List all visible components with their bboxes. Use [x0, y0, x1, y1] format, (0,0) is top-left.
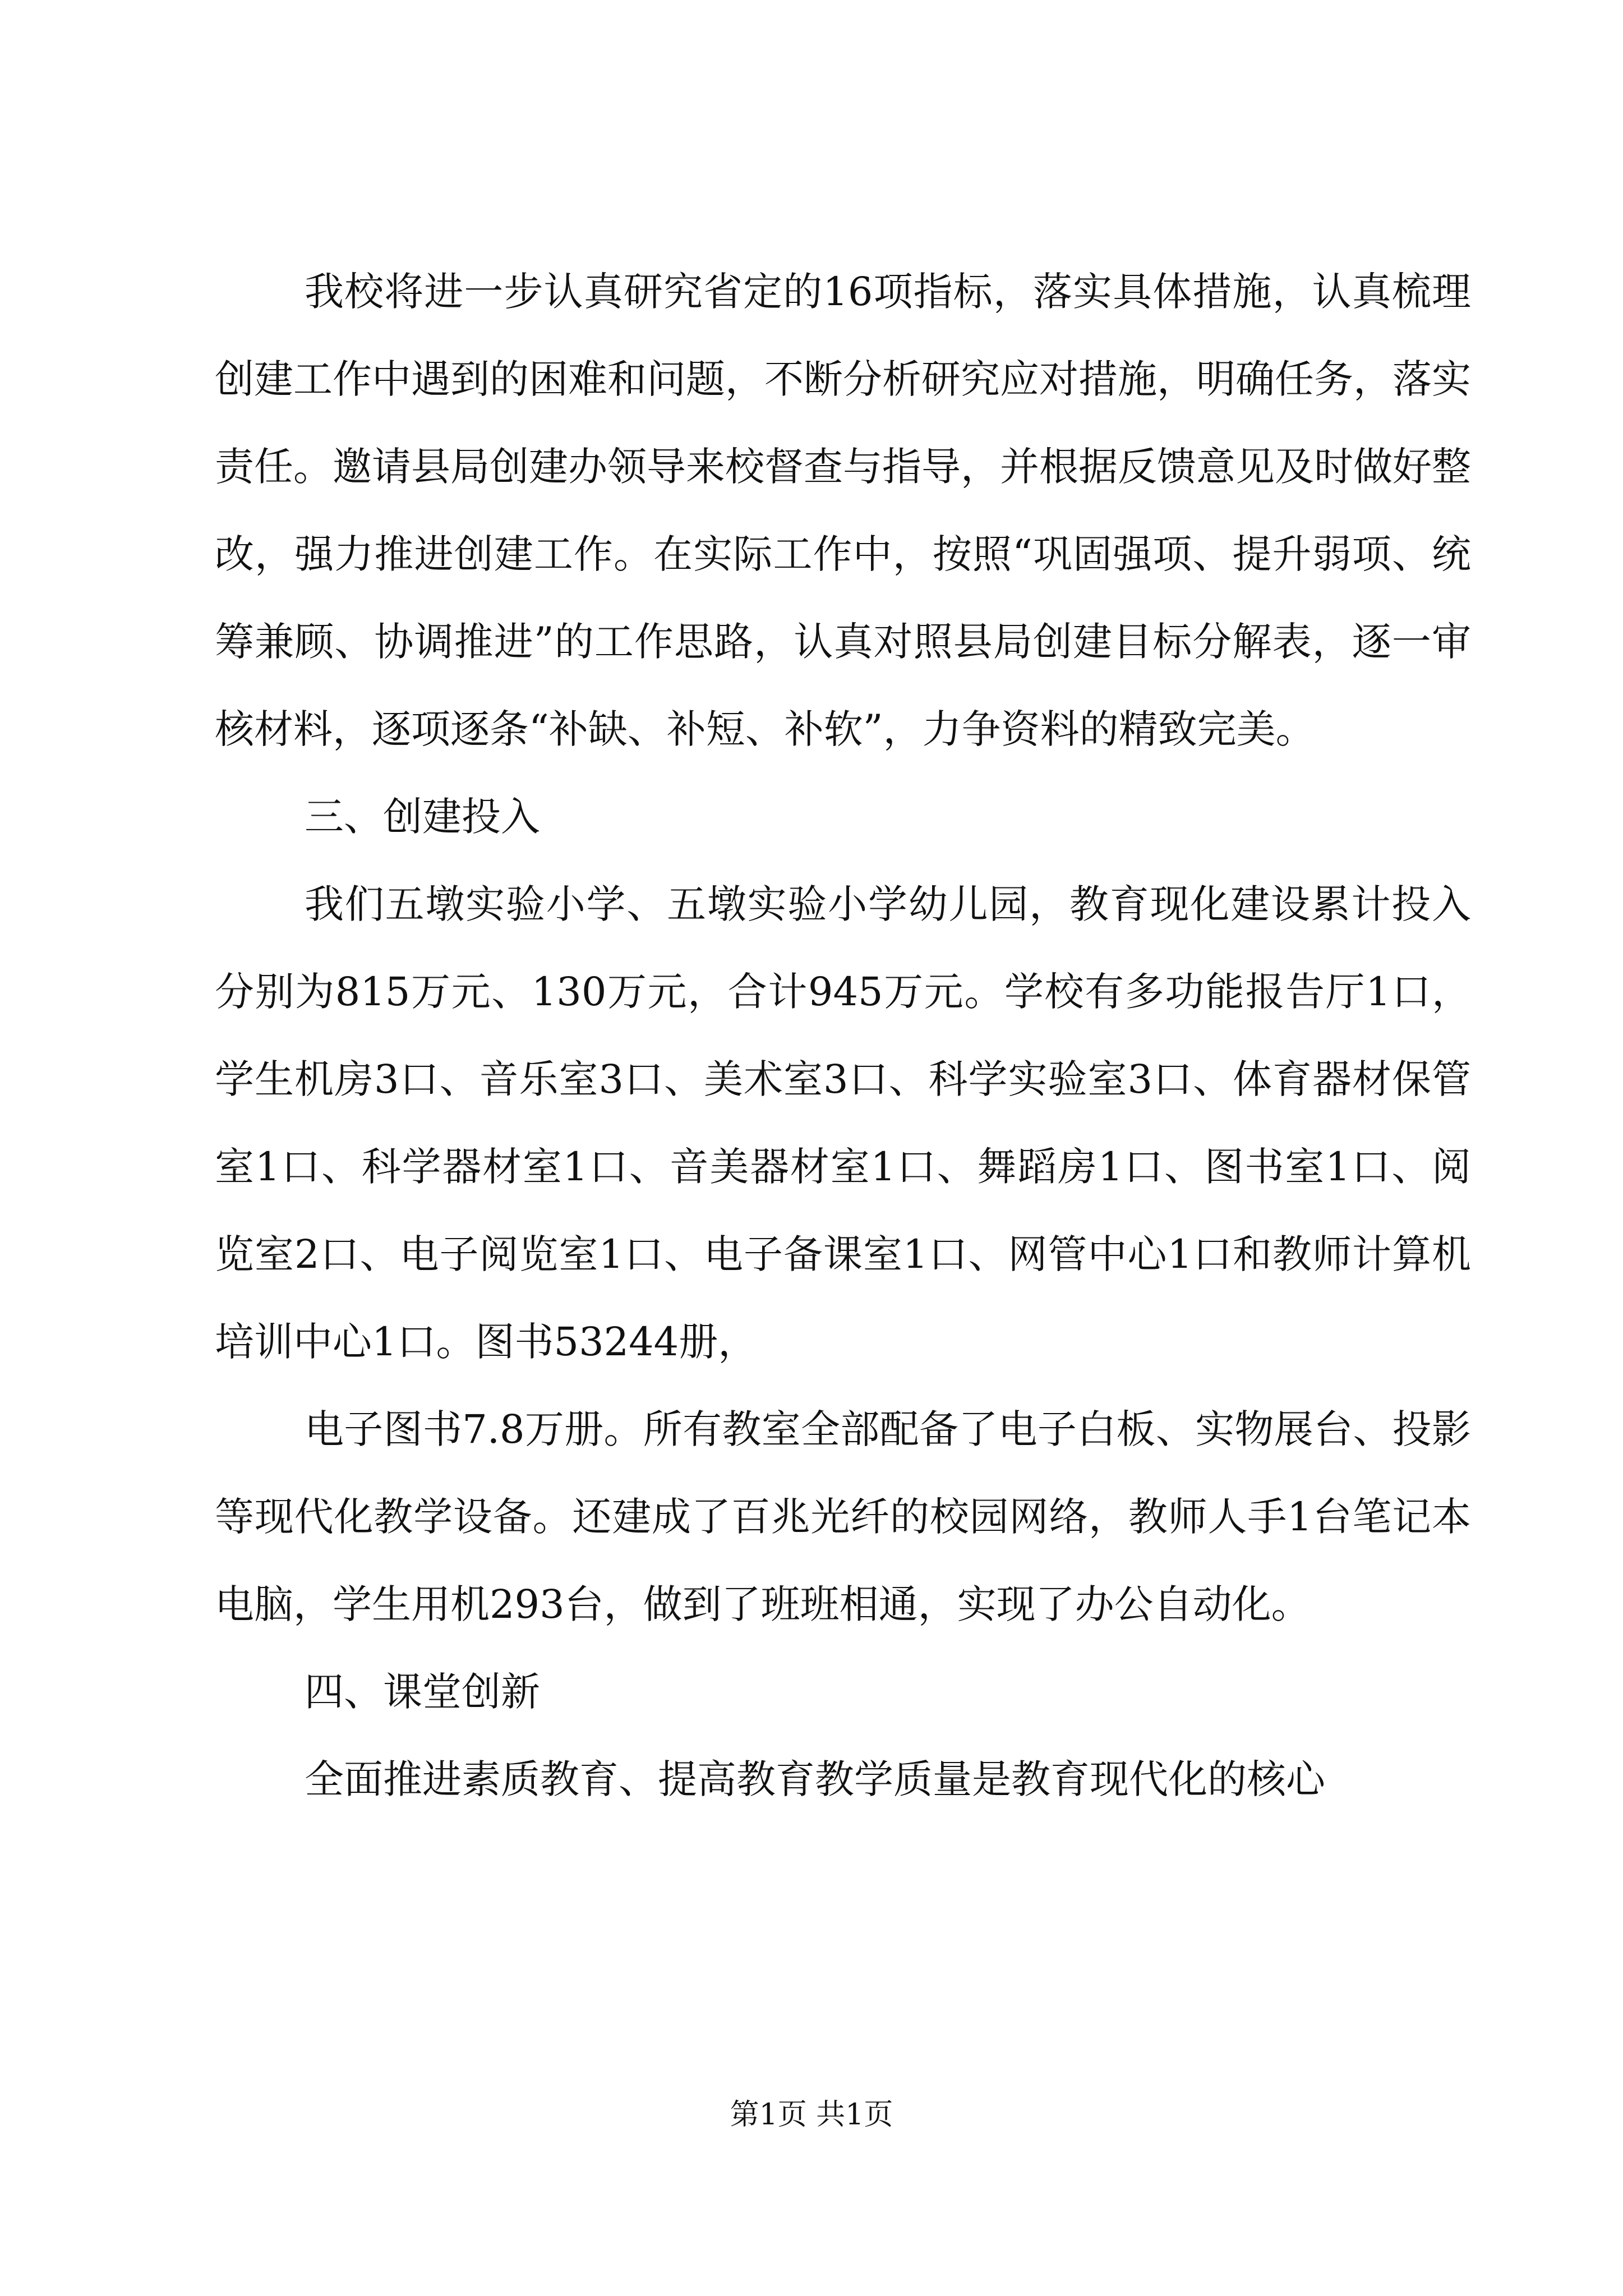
page-footer: 第1页 共1页: [730, 2098, 893, 2132]
section-heading-investment: 三、创建投入: [305, 794, 540, 840]
paragraph-equipment: 电子图书7.8万册。所有教室全部配备了电子白板、实物展台、投影等现代化教学设备。还建成了百兆光纤的校园网络，教师人手1台笔记本电脑，学生用机293台，做到了班班相通，实现了办公自动化。: [215, 1406, 1471, 1627]
paragraph-investment: 我们五墩实验小学、五墩实验小学幼儿园，教育现化建设累计投入分别为815万元、130万元，合计945万元。学校有多功能报告厅1口，学生机房3口、音乐室3口、美术室3口、科学实验室3口、体育器材保管室1口、科学器材室1口、音美器材室1口、舞蹈房1口、图书室1口、阅览室2口、电子阅览室1口、电子备课室1口、网管中心1口和教师计算机培训中心1口。图书53244册，: [215, 881, 1471, 1365]
paragraph-indicators: 我校将进一步认真研究省定的16项指标，落实具体措施，认真梳理创建工作中遇到的困难和问题，不断分析研究应对措施，明确任务，落实责任。邀请县局创建办领导来校督查与指导，并根据反馈意见及时做好整改，强力推进创建工作。在实际工作中，按照“巩固强项、提升弱项、统筹兼顾、协调推进”的工作思路，认真对照县局创建目标分解表，逐一审核材料，逐项逐条“补缺、补短、补软”，力争资料的精致完美。: [215, 269, 1471, 752]
document-body: [215, 248, 1471, 1823]
paragraph-classroom: 全面推进素质教育、提高教育教学质量是教育现代化的核心: [305, 1756, 1325, 1802]
section-heading-classroom: 四、课堂创新: [305, 1669, 540, 1715]
